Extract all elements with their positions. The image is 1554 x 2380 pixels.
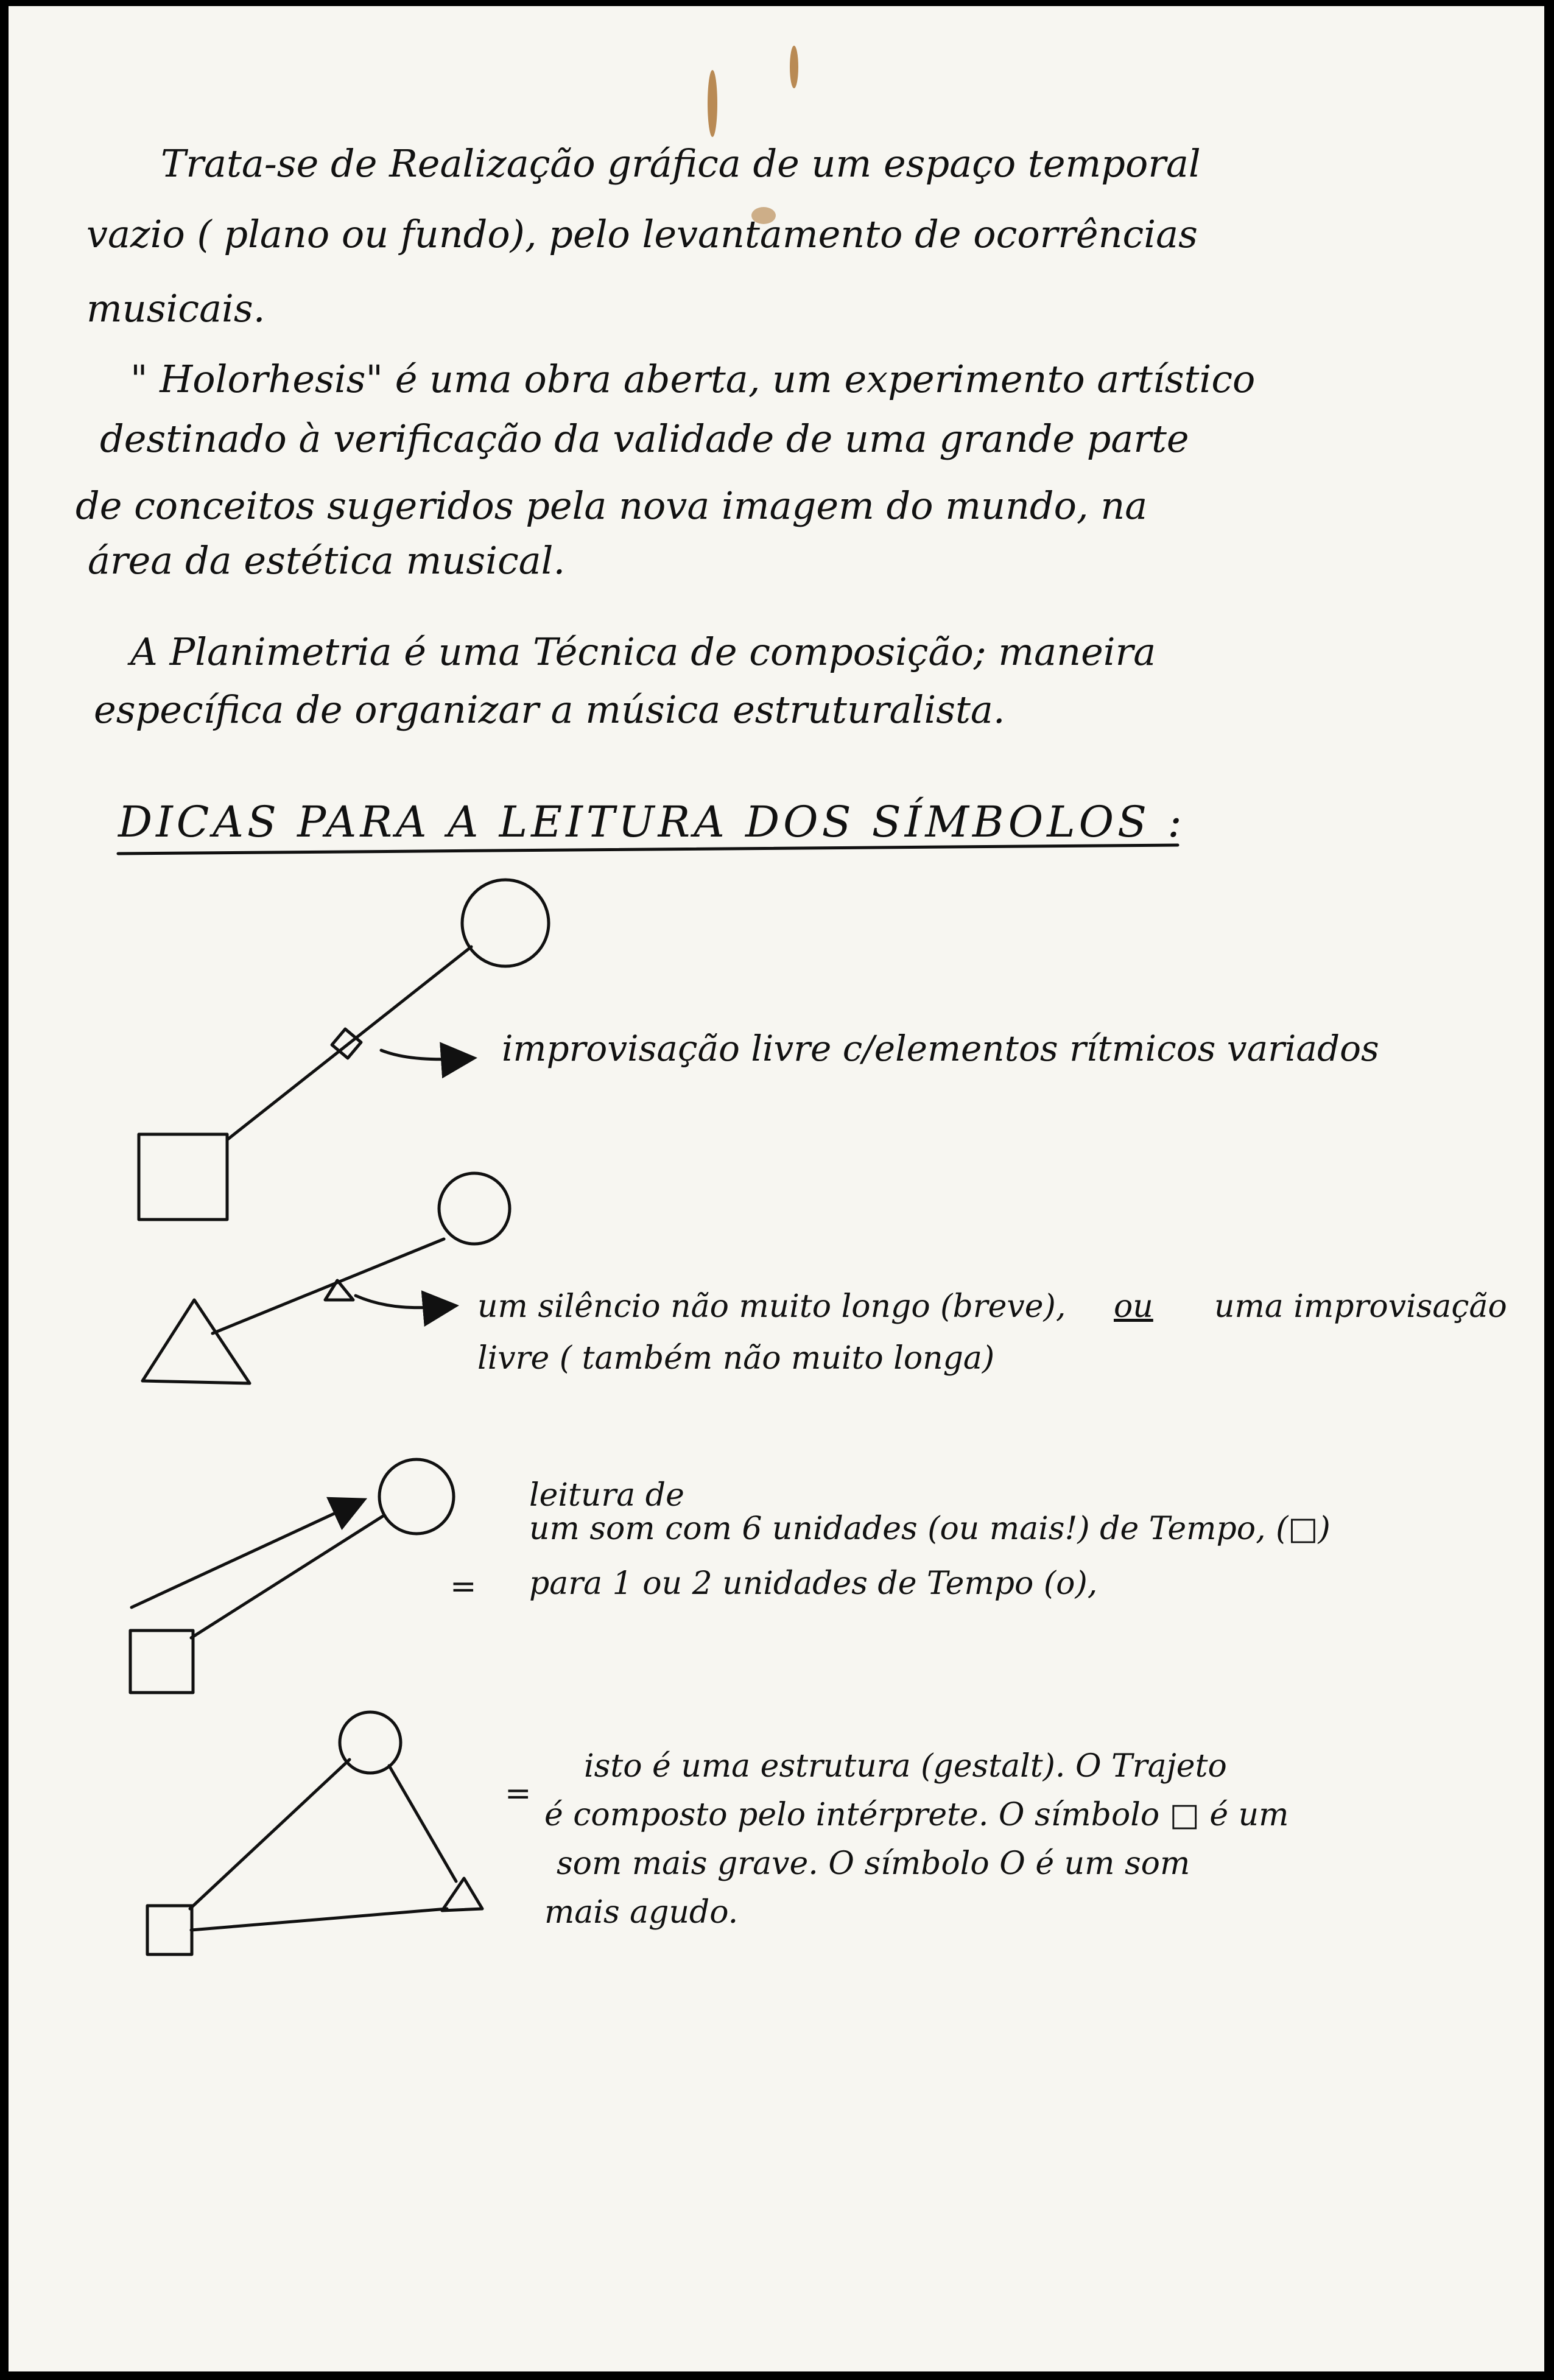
circle-symbol: [439, 1173, 510, 1244]
rust-stain: [708, 70, 717, 137]
circle-symbol: [462, 880, 549, 966]
arrow: [381, 1050, 471, 1059]
symbol-4-description-a: isto é uma estrutura (gestalt). O Trajeto: [584, 1748, 1227, 1785]
symbol-3-description-b: um som com 6 unidades (ou mais!) de Tempo, (□): [529, 1511, 1331, 1547]
equals-sign: =: [505, 1775, 532, 1812]
arrow: [356, 1296, 453, 1308]
circle-symbol: [379, 1459, 454, 1534]
symbol-2-description-c: livre ( também não muito longa): [477, 1340, 995, 1377]
connection-line: [227, 947, 471, 1140]
intro-line-8: A Planimetria é uma Técnica de composição; maneira: [130, 630, 1156, 674]
equals-sign: =: [450, 1568, 477, 1605]
intro-line-3: musicais.: [86, 286, 265, 331]
symbol-3-description-c: para 1 ou 2 unidades de Tempo (o),: [529, 1565, 1098, 1602]
manuscript-page: [9, 6, 1544, 2371]
connection-line: [389, 1766, 456, 1881]
intro-line-9: específica de organizar a música estruturalista.: [94, 687, 1005, 732]
triangle-symbol: [442, 1878, 482, 1911]
symbol-4-description-d: mais agudo.: [544, 1894, 739, 1931]
intro-line-4: " Holorhesis" é uma obra aberta, um experimento artístico: [130, 357, 1256, 401]
square-symbol: [130, 1631, 193, 1693]
symbol-4-description-b: é composto pelo intérprete. O símbolo □ é um: [544, 1797, 1289, 1833]
intro-line-7: área da estética musical.: [88, 538, 566, 583]
symbol-4-description-c: som mais grave. O símbolo O é um som: [557, 1845, 1190, 1882]
diamond-symbol: [332, 1029, 361, 1058]
intro-line-1: Trata-se de Realização gráfica de um espaço temporal: [161, 141, 1201, 186]
symbol-3-description-a: leitura de: [529, 1477, 684, 1514]
symbol-2-description-a: um silêncio não muito longo (breve),: [477, 1288, 1066, 1325]
triangle-symbol: [142, 1300, 250, 1383]
circle-symbol: [340, 1712, 401, 1773]
square-symbol: [139, 1134, 227, 1220]
connection-line: [191, 1516, 383, 1638]
connection-line: [213, 1239, 444, 1333]
small-triangle-symbol: [325, 1280, 353, 1300]
intro-line-2: vazio ( plano ou fundo), pelo levantamento de ocorrências: [86, 212, 1198, 256]
symbol-2-or: ou: [1114, 1288, 1153, 1325]
section-heading: DICAS PARA A LEITURA DOS SÍMBOLOS :: [118, 797, 1186, 847]
intro-line-6: de conceitos sugeridos pela nova imagem do mundo, na: [76, 483, 1148, 528]
square-symbol: [147, 1906, 192, 1954]
rust-stain: [790, 46, 798, 88]
intro-line-5: destinado à verificação da validade de uma grande parte: [100, 416, 1189, 461]
connection-line: [191, 1909, 447, 1930]
connection-line: [190, 1760, 350, 1909]
symbol-1-description: improvisação livre c/elementos rítmicos variados: [502, 1028, 1379, 1069]
symbol-2-description-b: uma improvisação: [1214, 1288, 1507, 1325]
arrow: [132, 1501, 362, 1607]
